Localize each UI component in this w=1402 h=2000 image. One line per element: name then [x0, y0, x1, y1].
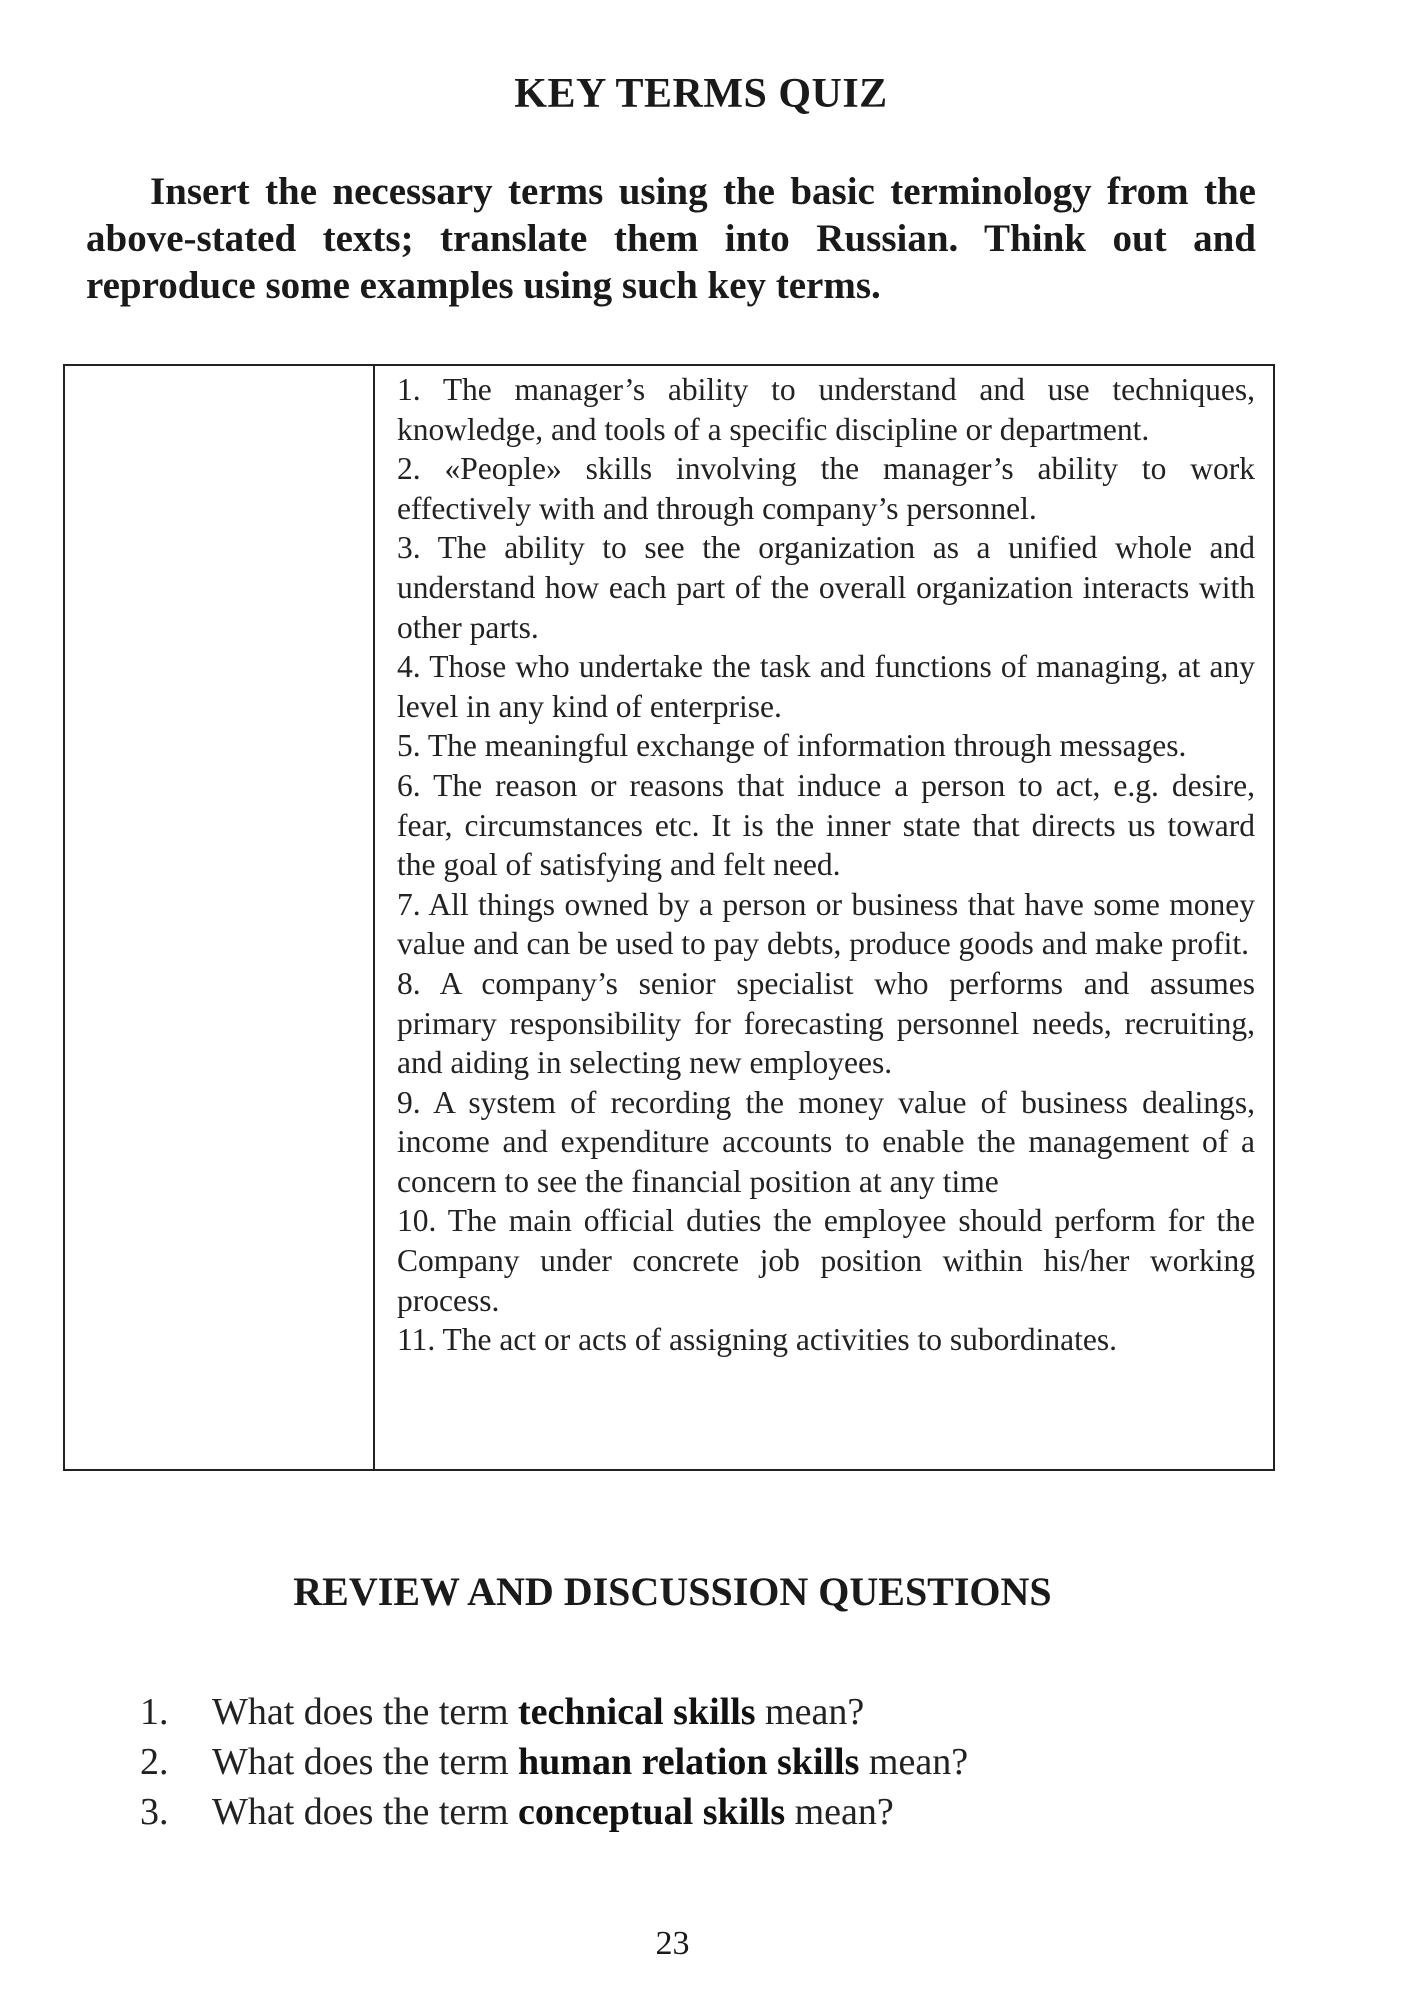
- definition-item: 5. The meaningful exchange of information through messages.: [397, 728, 1187, 764]
- question-text-start: What does the term: [212, 1691, 519, 1733]
- definition-item: 3. The ability to see the organization as a unified whole and understand how each part of the overall organization interacts with other parts.: [397, 530, 1255, 645]
- list-item: [140, 1787, 1290, 1837]
- question-text-end: mean?: [859, 1741, 969, 1783]
- terms-answer-column: [64, 365, 374, 1470]
- review-section-title: REVIEW AND DISCUSSION QUESTIONS: [293, 1569, 1052, 1614]
- definition-item: 1. The manager’s ability to understand and use techniques, knowledge, and tools of a specific discipline or department.: [397, 372, 1255, 447]
- question-text-end: mean?: [755, 1691, 865, 1733]
- definition-item: 9. A system of recording the money value of business dealings, income and expenditure accounts to enable the management of a concern to see the financial position at any time: [397, 1084, 1255, 1199]
- instructions-text: Insert the necessary terms using the basic terminology from the above-stated texts; translate them into Russian. Think out and reproduce some examples using such key terms.: [86, 170, 1256, 307]
- key-terms-table: [63, 364, 1275, 1471]
- list-item: [140, 1687, 1290, 1737]
- definition-item: 11. The act or acts of assigning activities to subordinates.: [397, 1322, 1117, 1358]
- definition-item: 10. The main official duties the employee should perform for the Company under concrete job position within his/her working process.: [397, 1203, 1255, 1318]
- page-number: 23: [655, 1925, 690, 1962]
- question-key-term: conceptual skills: [518, 1791, 786, 1833]
- definition-item: 6. The reason or reasons that induce a person to act, e.g. desire, fear, circumstances etc. It is the inner state that directs us toward the goal of satisfying and felt need.: [397, 767, 1255, 883]
- page-title: KEY TERMS QUIZ: [514, 71, 888, 117]
- question-key-term: human relation skills: [518, 1741, 860, 1783]
- question-number: 2.: [140, 1741, 169, 1783]
- question-text-start: What does the term: [212, 1791, 519, 1833]
- review-questions-list: [140, 1687, 1290, 1837]
- question-number: 3.: [140, 1791, 169, 1833]
- definition-item: 7. All things owned by a person or business that have some money value and can be used to pay debts, produce goods and make profit.: [397, 886, 1255, 962]
- question-key-term: technical skills: [518, 1691, 756, 1733]
- question-number: 1.: [140, 1691, 169, 1733]
- definition-item: 4. Those who undertake the task and functions of managing, at any level in any kind of enterprise.: [397, 649, 1255, 724]
- definition-item: 2. «People» skills involving the manager’s ability to work effectively with and through company’s personnel.: [397, 451, 1255, 526]
- question-text-start: What does the term: [212, 1741, 519, 1783]
- question-text-end: mean?: [785, 1791, 894, 1833]
- list-item: [140, 1737, 1290, 1787]
- definitions-column: [374, 365, 1274, 1470]
- table-row: [64, 365, 1274, 1470]
- definition-item: 8. A company’s senior specialist who performs and assumes primary responsibility for forecasting personnel needs, recruiting, and aiding in selecting new employees.: [397, 965, 1255, 1081]
